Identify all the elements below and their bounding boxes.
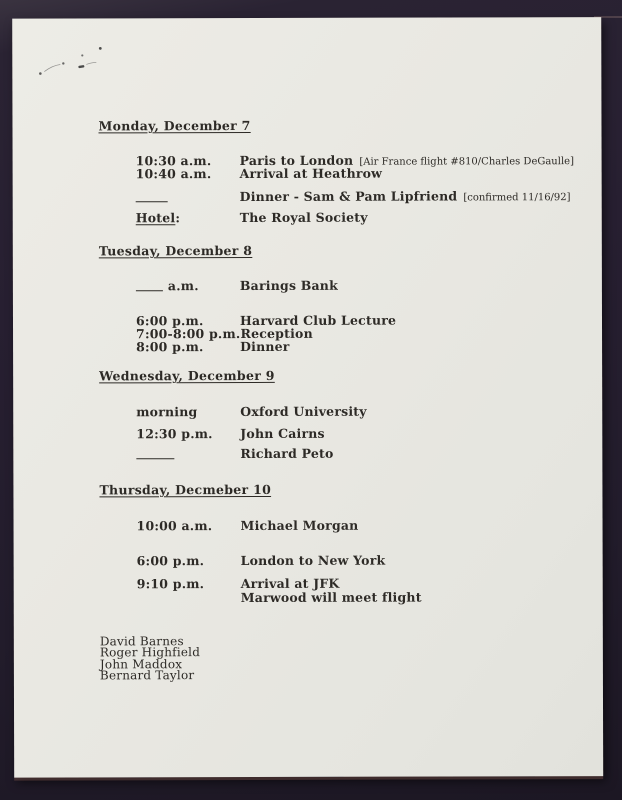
time-cell: 8:00 p.m. — [136, 339, 204, 355]
time-cell: 7:00-8:00 p.m. — [136, 326, 241, 342]
event-note: [Air France flight #810/Charles DeGaulle] — [359, 156, 574, 168]
day-heading-tuesday: Tuesday, December 8 — [98, 242, 253, 259]
event-description: John Cairns — [240, 425, 325, 442]
itinerary-row-group — [136, 153, 586, 181]
event-description-line2: Marwood will meet flight — [240, 589, 422, 606]
attendee-name: David Barnes — [99, 634, 184, 649]
event-description: London to New York — [240, 552, 386, 569]
event-description: Michael Morgan — [240, 517, 359, 534]
time-cell — [136, 190, 240, 203]
event-description: Arrival at JFK Marwood will meet flight — [240, 575, 422, 606]
time-cell: 10:40 a.m. — [135, 166, 212, 182]
blank-line — [136, 449, 174, 459]
itinerary-row — [136, 426, 586, 440]
day-heading-monday: Monday, December 7 — [98, 117, 251, 134]
itinerary-row — [136, 278, 586, 292]
blank-line — [136, 192, 168, 202]
time-cell: 10:30 a.m. — [135, 153, 212, 169]
itinerary-row — [137, 518, 587, 532]
event-description: Harvard Club Lecture — [239, 312, 397, 329]
time-cell: 10:00 a.m. — [136, 518, 213, 534]
time-cell: a.m. — [136, 279, 240, 292]
blank-line — [136, 281, 163, 291]
attendee-name: John Maddox — [99, 656, 183, 672]
itinerary-row — [136, 446, 586, 460]
itinerary-row — [136, 189, 586, 203]
itinerary-row — [136, 339, 586, 353]
event-description: Dinner — [240, 339, 290, 355]
attendee-name: Bernard Taylor — [99, 668, 195, 683]
time-cell: morning — [136, 404, 198, 420]
day-heading-wednesday: Wednesday, December 9 — [99, 367, 275, 384]
time-cell: 9:10 p.m. — [136, 576, 205, 592]
attendee-name: Roger Highfield — [99, 645, 201, 660]
itinerary-row — [136, 575, 587, 606]
itinerary-page — [12, 17, 603, 778]
time-cell — [136, 447, 240, 460]
pen-marks — [36, 38, 108, 80]
time-cell: 6:00 p.m. — [135, 313, 204, 329]
event-note: [confirmed 11/16/92] — [463, 192, 571, 204]
hotel-label: Hotel: — [135, 210, 181, 226]
time-cell: 12:30 p.m. — [136, 426, 213, 442]
attendee-list — [100, 636, 200, 682]
event-description: Barings Bank — [239, 277, 338, 294]
event-description: Reception — [240, 326, 313, 342]
event-description: Oxford University — [240, 403, 367, 420]
itinerary-row-group — [136, 313, 586, 354]
day-heading-thursday: Thursday, Decmeber 10 — [99, 481, 272, 498]
event-description: Richard Peto — [240, 445, 334, 462]
event-description: Arrival at Heathrow — [239, 165, 383, 182]
event-description: The Royal Society — [239, 209, 368, 226]
itinerary-row — [136, 210, 586, 224]
event-description: Paris to London [Air France flight #810/Charles DeGaulle] — [239, 152, 574, 169]
event-description: Dinner - Sam & Pam Lipfriend [confirmed 11/16/92] — [239, 188, 571, 205]
time-cell: 6:00 p.m. — [136, 553, 205, 569]
itinerary-row — [137, 553, 587, 567]
itinerary-row — [136, 404, 586, 418]
